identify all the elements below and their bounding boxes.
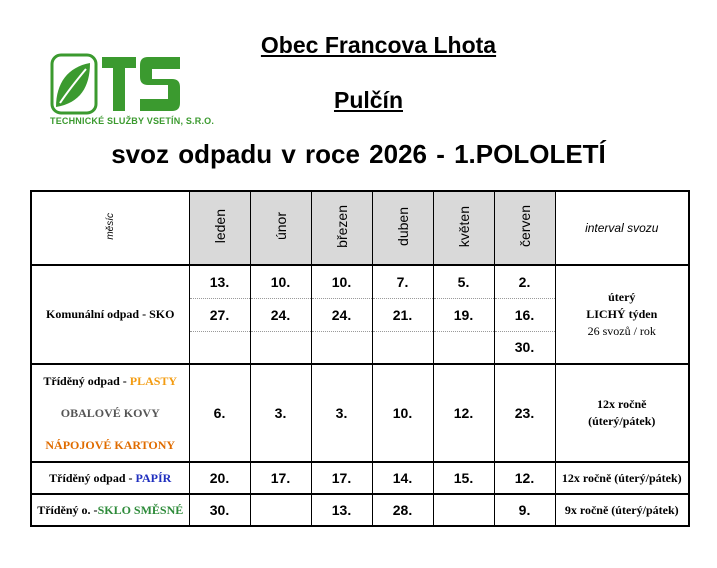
sko-date: 5. bbox=[433, 265, 494, 298]
page-subtitle: Pulčín bbox=[333, 87, 403, 113]
sklo-date: 9. bbox=[494, 494, 555, 526]
month-header-may: květen bbox=[433, 191, 494, 265]
month-header-mar: březen bbox=[311, 191, 372, 265]
month-header-jan: leden bbox=[189, 191, 250, 265]
papir-date: 17. bbox=[311, 462, 372, 494]
kartony-text: NÁPOJOVÉ KARTONY bbox=[45, 438, 176, 452]
sko-date: 19. bbox=[433, 298, 494, 331]
papir-date: 14. bbox=[372, 462, 433, 494]
table-row bbox=[31, 462, 689, 494]
sko-date: 30. bbox=[494, 331, 555, 364]
sko-date: 21. bbox=[372, 298, 433, 331]
sklo-text: SKLO SMĚSNÉ bbox=[97, 502, 184, 517]
papir-date: 17. bbox=[250, 462, 311, 494]
sklo-date: 28. bbox=[372, 494, 433, 526]
sko-date: 2. bbox=[494, 265, 555, 298]
plasty-date: 12. bbox=[433, 364, 494, 462]
header-row bbox=[31, 191, 689, 265]
papir-date: 15. bbox=[433, 462, 494, 494]
plasty-date: 23. bbox=[494, 364, 555, 462]
sko-date: 16. bbox=[494, 298, 555, 331]
papir-date: 12. bbox=[494, 462, 555, 494]
sko-date: 24. bbox=[250, 298, 311, 331]
plasty-date: 10. bbox=[372, 364, 433, 462]
sko-date: 13. bbox=[189, 265, 250, 298]
sklo-label: Tříděný o. -SKLO SMĚSNÉ bbox=[31, 494, 189, 526]
sko-date bbox=[372, 331, 433, 364]
leaf-icon bbox=[50, 53, 185, 119]
sko-date: 27. bbox=[189, 298, 250, 331]
kovy-text: OBALOVÉ KOVY bbox=[60, 406, 160, 420]
page-title: Obec Francova Lhota bbox=[260, 32, 497, 58]
sko-date: 24. bbox=[311, 298, 372, 331]
month-label-cell bbox=[31, 191, 189, 265]
table-row bbox=[31, 494, 689, 526]
papir-date: 20. bbox=[189, 462, 250, 494]
month-header-feb: únor bbox=[250, 191, 311, 265]
sko-date: 10. bbox=[311, 265, 372, 298]
sko-date: 10. bbox=[250, 265, 311, 298]
month-header-jun: červen bbox=[494, 191, 555, 265]
sklo-date bbox=[433, 494, 494, 526]
sklo-date bbox=[250, 494, 311, 526]
table-row bbox=[31, 364, 689, 462]
sko-label: Komunální odpad - SKO bbox=[31, 265, 189, 364]
sko-date bbox=[189, 331, 250, 364]
page-heading: svoz odpadu v roce 2026 - 1.POLOLETÍ bbox=[111, 139, 606, 169]
papir-text: PAPÍR bbox=[135, 470, 172, 485]
plasty-date: 3. bbox=[311, 364, 372, 462]
logo-caption: TECHNICKÉ SLUŽBY VSETÍN, S.R.O. bbox=[50, 116, 215, 126]
month-label: měsíc bbox=[104, 213, 116, 240]
papir-label: Tříděný odpad - PAPÍR bbox=[31, 462, 189, 494]
plasty-label: Tříděný odpad - PLASTY OBALOVÉ KOVY NÁPOJOVÉ KARTONY bbox=[31, 364, 189, 462]
sko-interval: úterý LICHÝ týden 26 svozů / rok bbox=[555, 265, 689, 364]
papir-interval: 12x ročně (úterý/pátek) bbox=[555, 462, 689, 494]
sklo-date: 30. bbox=[189, 494, 250, 526]
plasty-interval: 12x ročně (úterý/pátek) bbox=[555, 364, 689, 462]
plasty-text: PLASTY bbox=[129, 374, 178, 388]
table-row bbox=[31, 265, 689, 298]
interval-header: interval svozu bbox=[555, 191, 689, 265]
month-header-apr: duben bbox=[372, 191, 433, 265]
plasty-date: 6. bbox=[189, 364, 250, 462]
sklo-interval: 9x ročně (úterý/pátek) bbox=[555, 494, 689, 526]
plasty-date: 3. bbox=[250, 364, 311, 462]
schedule-table bbox=[30, 190, 690, 527]
sko-date bbox=[311, 331, 372, 364]
sko-date bbox=[250, 331, 311, 364]
sklo-date: 13. bbox=[311, 494, 372, 526]
sko-date bbox=[433, 331, 494, 364]
sko-date: 7. bbox=[372, 265, 433, 298]
